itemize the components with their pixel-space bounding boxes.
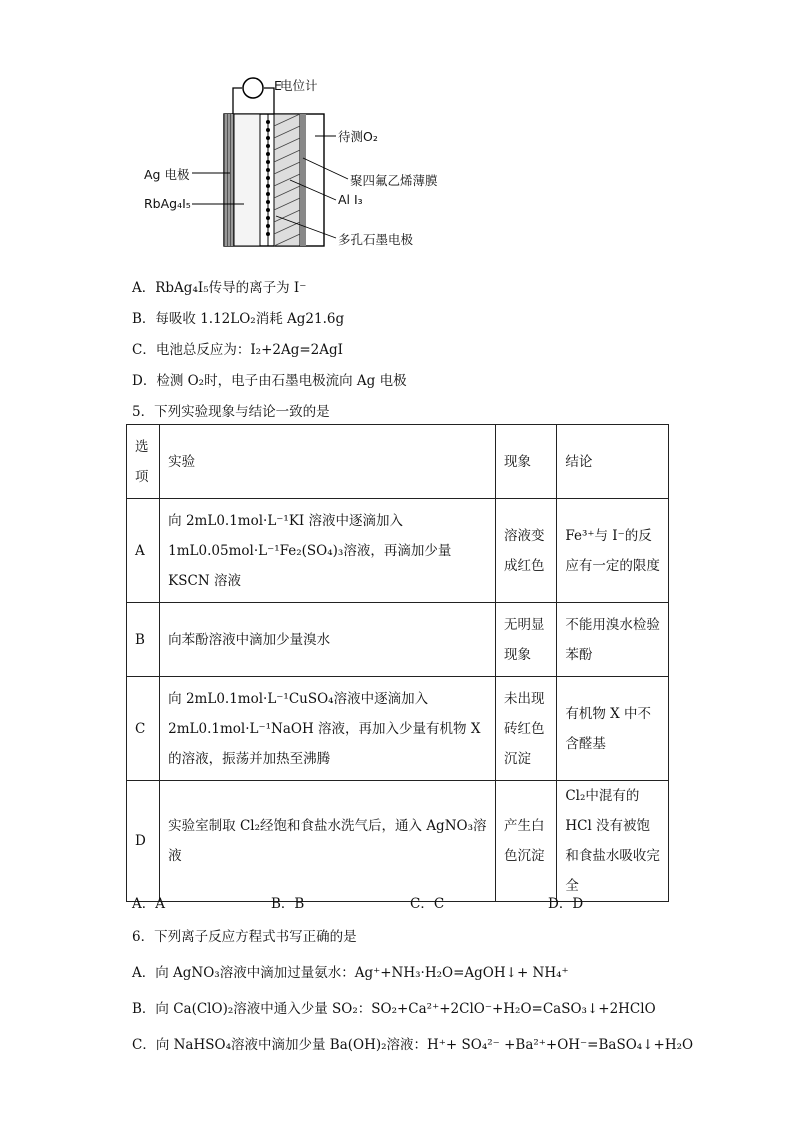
header-conclusion: 结论 xyxy=(557,425,669,499)
label-o2: 待测O₂ xyxy=(338,129,378,144)
meter-symbol-label: E xyxy=(274,78,282,93)
row-option: B xyxy=(127,603,160,677)
q6-option-b: B．向 Ca(ClO)₂溶液中通入少量 SO₂：SO₂+Ca²⁺+2ClO⁻+H₂O=CaSO₃↓+2HClO xyxy=(132,1001,656,1017)
q5-choice-c: C．C xyxy=(410,896,445,912)
q6-option-a: A．向 AgNO₃溶液中滴加过量氨水：Ag⁺+NH₃·H₂O=AgOH↓+ NH₄⁺ xyxy=(132,965,569,981)
table-row xyxy=(127,781,669,902)
row-phenomenon: 未出现砖红色沉淀 xyxy=(496,677,557,781)
table-row xyxy=(127,677,669,781)
row-experiment: 向 2mL0.1mol·L⁻¹CuSO₄溶液中逐滴加入 2mL0.1mol·L⁻¹NaOH 溶液，再加入少量有机物 X 的溶液，振荡并加热至沸腾 xyxy=(160,677,496,781)
q4-option-c: C．电池总反应为：I₂+2Ag=2AgI xyxy=(132,342,343,358)
row-phenomenon: 溶液变成红色 xyxy=(496,499,557,603)
table-row xyxy=(127,499,669,603)
row-experiment: 向 2mL0.1mol·L⁻¹KI 溶液中逐滴加入 1mL0.05mol·L⁻¹Fe₂(SO₄)₃溶液，再滴加少量 KSCN 溶液 xyxy=(160,499,496,603)
row-phenomenon: 产生白色沉淀 xyxy=(496,781,557,902)
label-ali3: Al I₃ xyxy=(338,192,363,207)
row-option: C xyxy=(127,677,160,781)
meter-label: 电位计 xyxy=(280,78,318,93)
q5-choices xyxy=(132,892,672,912)
potentiometer-symbol xyxy=(243,78,263,98)
header-option: 选项 xyxy=(127,425,160,499)
label-graphite-electrode: 多孔石墨电极 xyxy=(338,232,414,247)
row-option: D xyxy=(127,781,160,902)
row-conclusion: Fe³⁺与 I⁻的反应有一定的限度 xyxy=(557,499,669,603)
q6-option-c: C．向 NaHSO₄溶液中滴加少量 Ba(OH)₂溶液：H⁺+ SO₄²⁻ +Ba²⁺+OH⁻=BaSO₄↓+H₂O xyxy=(132,1037,694,1053)
q4-option-b: B．每吸收 1.12LO₂消耗 Ag21.6g xyxy=(132,311,345,327)
q4-option-d: D．检测 O₂时，电子由石墨电极流向 Ag 电极 xyxy=(132,373,407,389)
table-row xyxy=(127,603,669,677)
q5-stem: 5．下列实验现象与结论一致的是 xyxy=(132,404,330,420)
q5-choice-a: A．A xyxy=(132,896,165,912)
rbag4i5-electrolyte xyxy=(234,114,260,246)
table-header-row xyxy=(127,425,669,499)
electrochemical-cell-diagram xyxy=(140,76,470,254)
row-experiment: 向苯酚溶液中滴加少量溴水 xyxy=(160,603,496,677)
header-experiment: 实验 xyxy=(160,425,496,499)
row-option: A xyxy=(127,499,160,603)
row-conclusion: 不能用溴水检验苯酚 xyxy=(557,603,669,677)
experiment-table xyxy=(126,424,669,902)
row-phenomenon: 无明显现象 xyxy=(496,603,557,677)
row-conclusion: 有机物 X 中不含醛基 xyxy=(557,677,669,781)
q5-choice-d: D．D xyxy=(548,896,584,912)
row-experiment: 实验室制取 Cl₂经饱和食盐水洗气后，通入 AgNO₃溶液 xyxy=(160,781,496,902)
row-conclusion: Cl₂中混有的 HCl 没有被饱和食盐水吸收完全 xyxy=(557,781,669,902)
cell-drawing xyxy=(140,76,470,254)
label-rbag4i5: RbAg₄I₅ xyxy=(144,196,191,211)
q6-stem: 6．下列离子反应方程式书写正确的是 xyxy=(132,929,357,945)
q5-choice-b: B．B xyxy=(271,896,305,912)
label-ag-electrode: Ag 电极 xyxy=(144,167,190,182)
label-ptfe-film: 聚四氟乙烯薄膜 xyxy=(350,173,438,188)
header-phenomenon: 现象 xyxy=(496,425,557,499)
q4-option-a: A．RbAg₄I₅传导的离子为 I⁻ xyxy=(132,280,307,296)
